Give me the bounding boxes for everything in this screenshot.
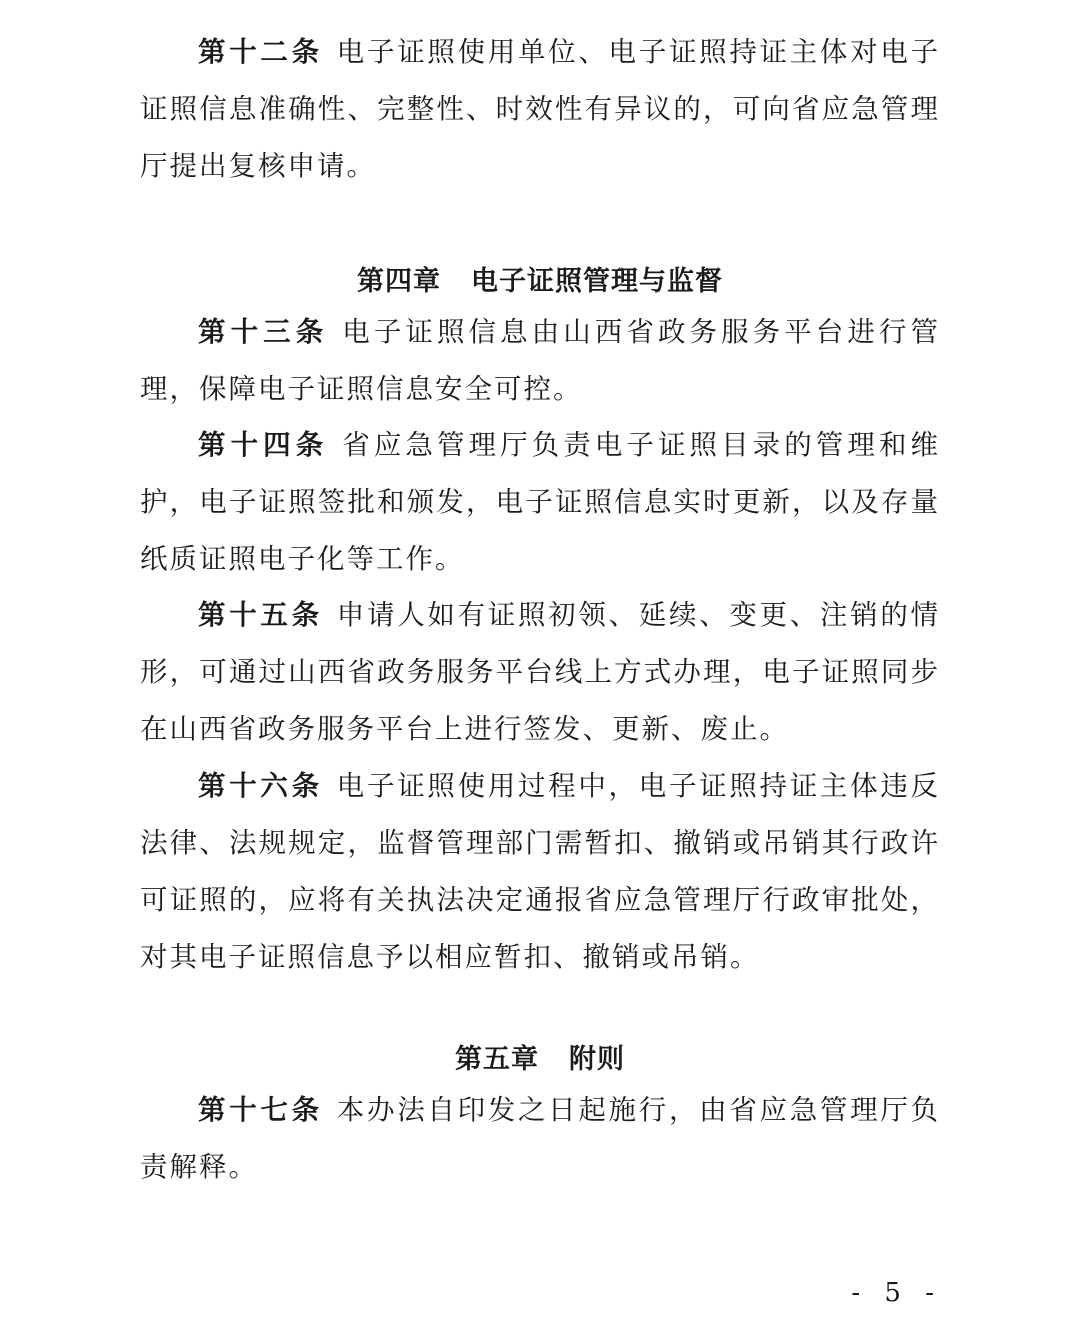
- article-16: [140, 758, 940, 986]
- page-number: - 5 -: [851, 1278, 942, 1308]
- chapter-heading-5: [140, 1040, 940, 1080]
- article-15: [140, 587, 940, 758]
- article-label: 第十六条: [198, 770, 323, 802]
- chapter-title: 附则: [569, 1044, 625, 1075]
- article-text: 电子证照使用过程中，电子证照持证主体违反法律、法规规定，监督管理部门需暂扣、撤销或吊销其行政许可证照的，应将有关执法决定通报省应急管理厅行政审批处，对其电子证照信息予以相应暂扣、撤销或吊销。: [140, 770, 941, 973]
- chapter-number: 第四章: [357, 266, 441, 297]
- article-text: 电子证照使用单位、电子证照持证主体对电子证照信息准确性、完整性、时效性有异议的，可向省应急管理厅提出复核申请。: [140, 36, 941, 182]
- article-13: [140, 304, 940, 418]
- article-label: 第十二条: [198, 36, 323, 68]
- article-text: 电子证照信息由山西省政务服务平台进行管理，保障电子证照信息安全可控。: [140, 316, 941, 405]
- article-label: 第十三条: [198, 316, 329, 348]
- article-label: 第十四条: [198, 429, 329, 461]
- article-label: 第十七条: [198, 1094, 323, 1126]
- chapter-number: 第五章: [455, 1044, 539, 1075]
- article-label: 第十五条: [198, 599, 323, 631]
- chapter-title: 电子证照管理与监督: [471, 266, 723, 297]
- chapter-heading-4: [140, 262, 940, 302]
- article-17: [140, 1082, 940, 1196]
- article-14: [140, 417, 940, 588]
- article-text: 本办法自印发之日起施行，由省应急管理厅负责解释。: [140, 1094, 941, 1183]
- article-text: 申请人如有证照初领、延续、变更、注销的情形，可通过山西省政务服务平台线上方式办理，电子证照同步在山西省政务服务平台上进行签发、更新、废止。: [140, 599, 941, 745]
- article-12: [140, 24, 940, 195]
- article-text: 省应急管理厅负责电子证照目录的管理和维护，电子证照签批和颁发，电子证照信息实时更新，以及存量纸质证照电子化等工作。: [140, 429, 941, 575]
